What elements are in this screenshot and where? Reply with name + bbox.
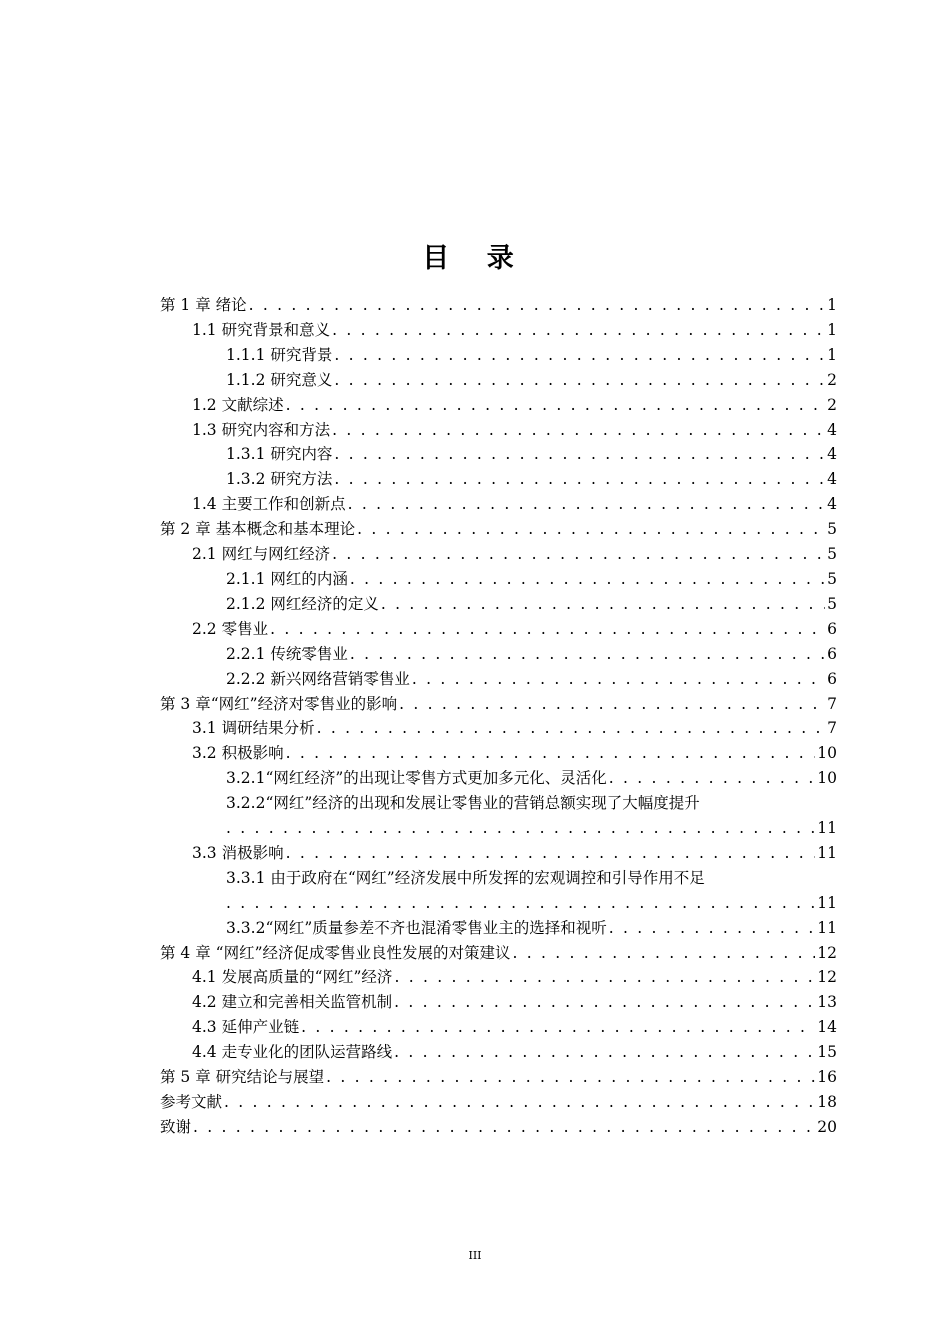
toc-entry-page: 20	[817, 1117, 837, 1136]
toc-entry[interactable]	[160, 692, 837, 717]
toc-entry-page: 1	[827, 345, 837, 364]
toc-title: 目 录	[422, 243, 528, 274]
toc-entry-label: 2.1.1 网红的内涵	[226, 569, 348, 588]
toc-entry-label: 3.2.2“网红”经济的出现和发展让零售业的营销总额实现了大幅度提升	[226, 794, 700, 813]
toc-entry-page: 7	[827, 719, 837, 738]
toc-entry[interactable]	[160, 442, 837, 467]
toc-entry-label: 2.2.1 传统零售业	[226, 644, 348, 663]
toc-entry-page: 1	[827, 320, 837, 339]
toc-entry[interactable]	[160, 866, 837, 916]
toc-entry-page: 11	[817, 893, 837, 912]
toc-entry[interactable]	[160, 941, 837, 966]
toc-entry[interactable]	[160, 343, 837, 368]
toc-dot-leader	[317, 716, 826, 741]
toc-entry-page: 1	[827, 296, 837, 314]
toc-dot-leader	[334, 442, 825, 467]
toc-entry[interactable]	[160, 368, 837, 393]
toc-entry-label: 4.1 发展高质量的“网红”经济	[192, 968, 393, 987]
toc-dot-leader	[226, 891, 815, 916]
toc-entry[interactable]	[160, 766, 837, 791]
toc-dot-leader	[326, 1065, 815, 1090]
toc-entry-label: 第 4 章 “网红”经济促成零售业良性发展的对策建议	[160, 943, 511, 962]
toc-entry[interactable]	[160, 1090, 837, 1115]
toc-dot-leader	[286, 841, 816, 866]
toc-dot-leader	[350, 567, 825, 592]
toc-dot-leader	[394, 1040, 815, 1065]
page-number-footer: III	[468, 1249, 482, 1262]
toc-entry[interactable]	[160, 393, 837, 418]
toc-entry[interactable]	[160, 667, 837, 692]
toc-entry[interactable]	[160, 517, 837, 542]
toc-entry-page: 4	[827, 445, 837, 464]
toc-entry-page: 11	[817, 918, 837, 937]
toc-entry-label: 1.1.1 研究背景	[226, 345, 333, 364]
toc-entry-page: 4	[827, 495, 837, 514]
toc-entry-label: 1.1.2 研究意义	[226, 370, 333, 389]
toc-entry-page: 11	[817, 819, 837, 838]
toc-dot-leader	[301, 1015, 815, 1040]
toc-entry-label: 第 1 章 绪论	[160, 296, 247, 314]
toc-dot-leader	[348, 492, 826, 517]
toc-entry-page: 6	[827, 619, 837, 638]
toc-dot-leader	[381, 592, 825, 617]
toc-entry[interactable]	[160, 1040, 837, 1065]
toc-entry-label: 1.3.1 研究内容	[226, 445, 333, 464]
toc-entry-label: 1.2 文献综述	[192, 395, 284, 414]
toc-dot-leader	[270, 617, 825, 642]
toc-entry-page: 6	[827, 644, 837, 663]
toc-entry-label: 2.1 网红与网红经济	[192, 545, 331, 564]
toc-entry-label: 1.4 主要工作和创新点	[192, 495, 346, 514]
toc-entry-page: 4	[827, 420, 837, 439]
toc-entry[interactable]	[160, 791, 837, 841]
toc-entry-page: 10	[817, 744, 837, 763]
toc-entry-page: 2	[827, 370, 837, 389]
toc-entry-label: 第 2 章 基本概念和基本理论	[160, 520, 356, 539]
toc-entry-label: 4.2 建立和完善相关监管机制	[192, 993, 393, 1012]
toc-entry-page: 5	[827, 545, 837, 564]
toc-dot-leader	[412, 667, 825, 692]
toc-entry-label: 3.1 调研结果分析	[192, 719, 315, 738]
toc-entry-page: 5	[827, 569, 837, 588]
toc-entry-label: 1.1 研究背景和意义	[192, 320, 331, 339]
toc-entry[interactable]	[160, 492, 837, 517]
toc-entry[interactable]	[160, 916, 837, 941]
toc-entry[interactable]	[160, 467, 837, 492]
toc-dot-leader	[394, 990, 815, 1015]
toc-entry[interactable]	[160, 293, 837, 318]
toc-entry-page: 7	[827, 694, 837, 713]
toc-entry-page: 13	[817, 993, 837, 1012]
toc-entry[interactable]	[160, 567, 837, 592]
toc-entry-page: 2	[827, 395, 837, 414]
toc-entry[interactable]	[160, 318, 837, 343]
toc-dot-leader	[394, 965, 815, 990]
toc-dot-leader	[286, 393, 826, 418]
toc-entry-label: 2.2.2 新兴网络营销零售业	[226, 669, 410, 688]
toc-entry[interactable]	[160, 1115, 837, 1140]
toc-entry-page: 12	[817, 943, 837, 962]
toc-dot-leader	[226, 816, 815, 841]
toc-entry-page: 18	[817, 1093, 837, 1111]
toc-entry-label: 1.3 研究内容和方法	[192, 420, 331, 439]
toc-entry-page: 14	[817, 1018, 837, 1037]
toc-entry-page: 5	[827, 520, 837, 539]
toc-entry[interactable]	[160, 1065, 837, 1090]
toc-dot-leader	[334, 368, 825, 393]
toc-entry-label: 2.2 零售业	[192, 619, 269, 638]
toc-entry-label: 2.1.2 网红经济的定义	[226, 594, 379, 613]
toc-entry[interactable]	[160, 990, 837, 1015]
toc-dot-leader	[332, 418, 825, 443]
toc-entry[interactable]	[160, 716, 837, 741]
toc-entry-label: 第 3 章“网红”经济对零售业的影响	[160, 694, 398, 713]
toc-dot-leader	[332, 318, 825, 343]
toc-dot-leader	[609, 916, 815, 941]
toc-entry-label: 3.3 消极影响	[192, 843, 284, 862]
toc-entry-label: 4.3 延伸产业链	[192, 1018, 300, 1037]
toc-dot-leader	[609, 766, 815, 791]
toc-entry[interactable]	[160, 418, 837, 443]
toc-entry-label: 3.2.1“网红经济”的出现让零售方式更加多元化、灵活化	[226, 769, 607, 788]
toc-entry-page: 10	[817, 769, 837, 788]
toc-dot-leader	[399, 692, 825, 717]
table-of-contents	[160, 293, 837, 1140]
toc-entry[interactable]	[160, 642, 837, 667]
toc-dot-leader	[513, 941, 816, 966]
toc-entry-page: 12	[817, 968, 837, 987]
toc-entry-label: 参考文献	[160, 1093, 223, 1111]
toc-entry-label: 致谢	[160, 1117, 192, 1136]
toc-entry-page: 6	[827, 669, 837, 688]
toc-entry-page: 11	[817, 843, 837, 862]
toc-entry-label: 3.3.2“网红”质量参差不齐也混淆零售业主的选择和视听	[226, 918, 607, 937]
toc-entry[interactable]	[160, 1015, 837, 1040]
toc-dot-leader	[332, 542, 825, 567]
toc-dot-leader	[334, 343, 825, 368]
toc-entry[interactable]	[160, 542, 837, 567]
toc-dot-leader	[286, 741, 816, 766]
toc-entry-label: 1.3.2 研究方法	[226, 470, 333, 489]
toc-entry[interactable]	[160, 592, 837, 617]
toc-dot-leader	[357, 517, 825, 542]
toc-entry-page: 15	[817, 1043, 837, 1062]
toc-entry-page: 16	[817, 1068, 837, 1087]
toc-entry-label: 4.4 走专业化的团队运营路线	[192, 1043, 393, 1062]
toc-entry-label: 3.2 积极影响	[192, 744, 284, 763]
toc-dot-leader	[350, 642, 825, 667]
toc-dot-leader	[224, 1090, 815, 1115]
toc-entry-page: 4	[827, 470, 837, 489]
toc-entry-label: 3.3.1 由于政府在“网红”经济发展中所发挥的宏观调控和引导作用不足	[226, 868, 705, 887]
toc-entry-label: 第 5 章 研究结论与展望	[160, 1068, 325, 1087]
toc-dot-leader	[193, 1115, 815, 1140]
toc-dot-leader	[334, 467, 825, 492]
toc-entry-page: 5	[827, 594, 837, 613]
toc-entry[interactable]	[160, 965, 837, 990]
toc-entry[interactable]	[160, 617, 837, 642]
toc-entry[interactable]	[160, 741, 837, 766]
toc-entry[interactable]	[160, 841, 837, 866]
toc-dot-leader	[249, 293, 825, 318]
